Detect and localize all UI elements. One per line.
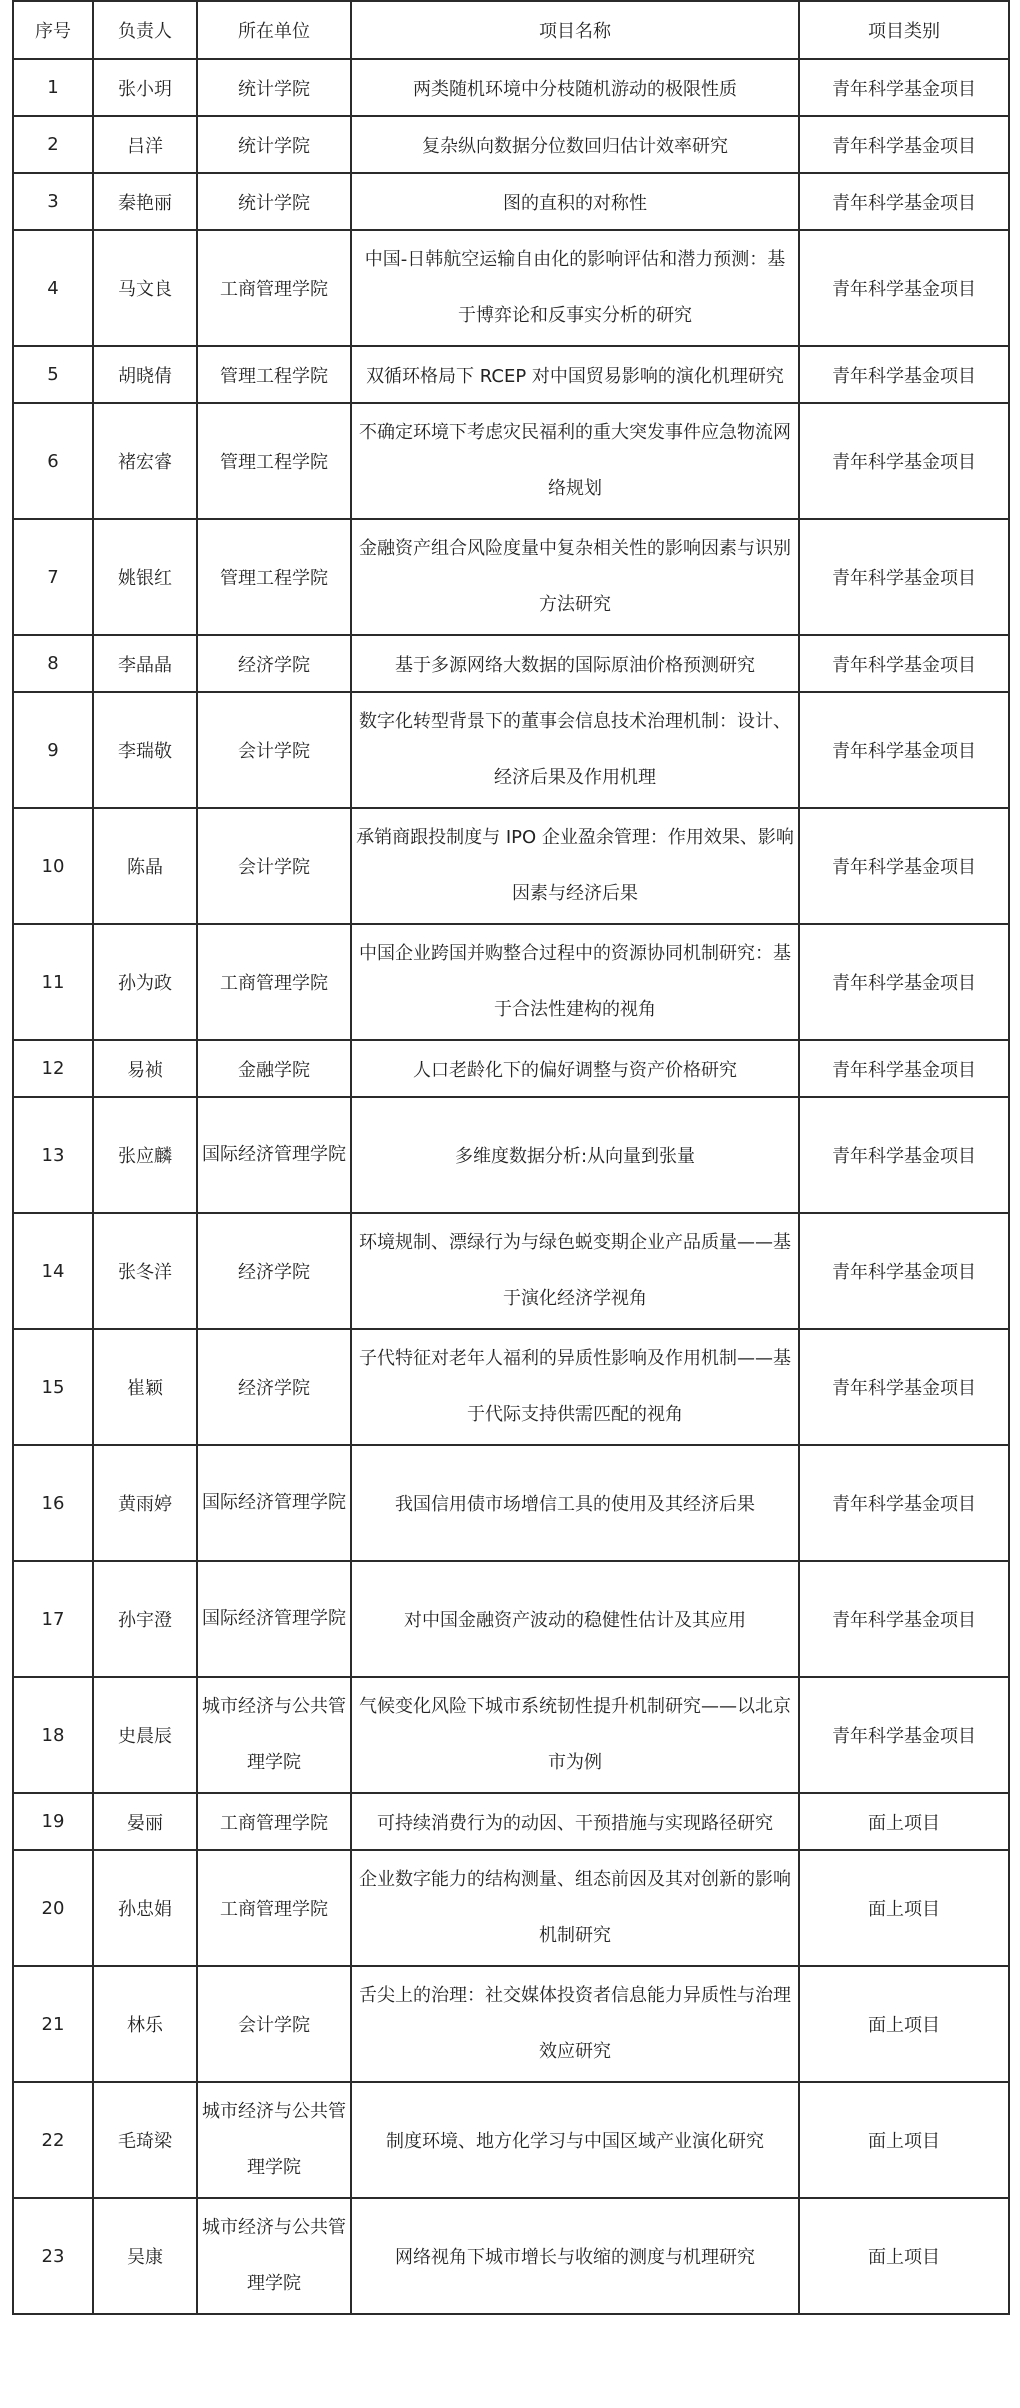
cell-unit: 统计学院 — [197, 116, 351, 173]
cell-category: 青年科学基金项目 — [799, 808, 1009, 924]
cell-leader: 史晨辰 — [93, 1677, 197, 1793]
cell-category: 青年科学基金项目 — [799, 1677, 1009, 1793]
cell-no: 22 — [13, 2082, 93, 2198]
cell-leader: 黄雨婷 — [93, 1445, 197, 1561]
cell-unit: 经济学院 — [197, 1213, 351, 1329]
cell-unit: 工商管理学院 — [197, 924, 351, 1040]
cell-title: 不确定环境下考虑灾民福利的重大突发事件应急物流网络规划 — [351, 403, 799, 519]
cell-title: 两类随机环境中分枝随机游动的极限性质 — [351, 59, 799, 116]
table-row — [13, 116, 1009, 173]
cell-title: 数字化转型背景下的董事会信息技术治理机制：设计、经济后果及作用机理 — [351, 692, 799, 808]
cell-category: 面上项目 — [799, 1966, 1009, 2082]
cell-category: 青年科学基金项目 — [799, 403, 1009, 519]
cell-no: 21 — [13, 1966, 93, 2082]
cell-title: 子代特征对老年人福利的异质性影响及作用机制——基于代际支持供需匹配的视角 — [351, 1329, 799, 1445]
cell-category: 青年科学基金项目 — [799, 1445, 1009, 1561]
cell-unit: 经济学院 — [197, 635, 351, 692]
cell-title: 人口老龄化下的偏好调整与资产价格研究 — [351, 1040, 799, 1097]
cell-title: 基于多源网络大数据的国际原油价格预测研究 — [351, 635, 799, 692]
cell-no: 15 — [13, 1329, 93, 1445]
cell-leader: 张冬洋 — [93, 1213, 197, 1329]
cell-category: 青年科学基金项目 — [799, 116, 1009, 173]
cell-title: 可持续消费行为的动因、干预措施与实现路径研究 — [351, 1793, 799, 1850]
table-row — [13, 2198, 1009, 2314]
cell-unit: 国际经济管理学院 — [197, 1445, 351, 1561]
table-row — [13, 635, 1009, 692]
header-row — [13, 1, 1009, 59]
project-table-container — [12, 0, 1008, 2315]
cell-unit: 工商管理学院 — [197, 1850, 351, 1966]
cell-no: 12 — [13, 1040, 93, 1097]
cell-no: 20 — [13, 1850, 93, 1966]
cell-no: 18 — [13, 1677, 93, 1793]
header-leader: 负责人 — [93, 1, 197, 59]
cell-title: 中国-日韩航空运输自由化的影响评估和潜力预测：基于博弈论和反事实分析的研究 — [351, 230, 799, 346]
cell-leader: 吴康 — [93, 2198, 197, 2314]
cell-no: 23 — [13, 2198, 93, 2314]
cell-category: 青年科学基金项目 — [799, 519, 1009, 635]
cell-unit: 城市经济与公共管理学院 — [197, 2082, 351, 2198]
cell-no: 6 — [13, 403, 93, 519]
cell-no: 1 — [13, 59, 93, 116]
cell-unit: 工商管理学院 — [197, 230, 351, 346]
table-row — [13, 2082, 1009, 2198]
cell-category: 青年科学基金项目 — [799, 59, 1009, 116]
cell-title: 舌尖上的治理：社交媒体投资者信息能力异质性与治理效应研究 — [351, 1966, 799, 2082]
cell-leader: 陈晶 — [93, 808, 197, 924]
cell-leader: 孙宇澄 — [93, 1561, 197, 1677]
cell-leader: 孙为政 — [93, 924, 197, 1040]
cell-leader: 张应麟 — [93, 1097, 197, 1213]
table-row — [13, 173, 1009, 230]
cell-unit: 会计学院 — [197, 692, 351, 808]
cell-unit: 会计学院 — [197, 808, 351, 924]
header-no: 序号 — [13, 1, 93, 59]
cell-title: 对中国金融资产波动的稳健性估计及其应用 — [351, 1561, 799, 1677]
cell-category: 青年科学基金项目 — [799, 924, 1009, 1040]
cell-leader: 胡晓倩 — [93, 346, 197, 403]
table-row — [13, 1561, 1009, 1677]
table-row — [13, 1329, 1009, 1445]
cell-title: 复杂纵向数据分位数回归估计效率研究 — [351, 116, 799, 173]
cell-category: 青年科学基金项目 — [799, 1213, 1009, 1329]
cell-category: 面上项目 — [799, 2082, 1009, 2198]
cell-unit: 统计学院 — [197, 59, 351, 116]
cell-unit: 国际经济管理学院 — [197, 1561, 351, 1677]
cell-category: 青年科学基金项目 — [799, 346, 1009, 403]
cell-no: 9 — [13, 692, 93, 808]
cell-category: 青年科学基金项目 — [799, 1561, 1009, 1677]
cell-no: 16 — [13, 1445, 93, 1561]
cell-title: 承销商跟投制度与 IPO 企业盈余管理：作用效果、影响因素与经济后果 — [351, 808, 799, 924]
table-row — [13, 924, 1009, 1040]
cell-leader: 褚宏睿 — [93, 403, 197, 519]
cell-unit: 金融学院 — [197, 1040, 351, 1097]
table-row — [13, 1966, 1009, 2082]
table-row — [13, 1097, 1009, 1213]
header-category: 项目类别 — [799, 1, 1009, 59]
cell-leader: 易祯 — [93, 1040, 197, 1097]
table-row — [13, 1793, 1009, 1850]
cell-leader: 孙忠娟 — [93, 1850, 197, 1966]
header-unit: 所在单位 — [197, 1, 351, 59]
table-row — [13, 519, 1009, 635]
cell-category: 面上项目 — [799, 1850, 1009, 1966]
table-row — [13, 808, 1009, 924]
cell-no: 7 — [13, 519, 93, 635]
cell-no: 4 — [13, 230, 93, 346]
header-title: 项目名称 — [351, 1, 799, 59]
cell-leader: 毛琦梁 — [93, 2082, 197, 2198]
cell-leader: 姚银红 — [93, 519, 197, 635]
table-row — [13, 1040, 1009, 1097]
cell-unit: 会计学院 — [197, 1966, 351, 2082]
cell-leader: 张小玥 — [93, 59, 197, 116]
cell-category: 面上项目 — [799, 2198, 1009, 2314]
table-row — [13, 1850, 1009, 1966]
cell-leader: 李晶晶 — [93, 635, 197, 692]
cell-title: 企业数字能力的结构测量、组态前因及其对创新的影响机制研究 — [351, 1850, 799, 1966]
project-table — [12, 0, 1010, 2315]
table-row — [13, 403, 1009, 519]
cell-no: 14 — [13, 1213, 93, 1329]
table-row — [13, 1445, 1009, 1561]
cell-title: 网络视角下城市增长与收缩的测度与机理研究 — [351, 2198, 799, 2314]
cell-no: 13 — [13, 1097, 93, 1213]
cell-unit: 工商管理学院 — [197, 1793, 351, 1850]
cell-title: 中国企业跨国并购整合过程中的资源协同机制研究：基于合法性建构的视角 — [351, 924, 799, 1040]
cell-category: 青年科学基金项目 — [799, 230, 1009, 346]
cell-title: 气候变化风险下城市系统韧性提升机制研究——以北京市为例 — [351, 1677, 799, 1793]
cell-leader: 林乐 — [93, 1966, 197, 2082]
table-row — [13, 1213, 1009, 1329]
cell-unit: 统计学院 — [197, 173, 351, 230]
cell-category: 青年科学基金项目 — [799, 1097, 1009, 1213]
cell-category: 青年科学基金项目 — [799, 1040, 1009, 1097]
cell-leader: 秦艳丽 — [93, 173, 197, 230]
cell-no: 19 — [13, 1793, 93, 1850]
cell-no: 17 — [13, 1561, 93, 1677]
cell-unit: 管理工程学院 — [197, 403, 351, 519]
cell-title: 双循环格局下 RCEP 对中国贸易影响的演化机理研究 — [351, 346, 799, 403]
cell-leader: 李瑞敬 — [93, 692, 197, 808]
cell-leader: 吕洋 — [93, 116, 197, 173]
cell-no: 3 — [13, 173, 93, 230]
cell-no: 5 — [13, 346, 93, 403]
cell-no: 10 — [13, 808, 93, 924]
cell-category: 青年科学基金项目 — [799, 692, 1009, 808]
cell-no: 2 — [13, 116, 93, 173]
cell-unit: 管理工程学院 — [197, 346, 351, 403]
cell-leader: 晏丽 — [93, 1793, 197, 1850]
table-row — [13, 230, 1009, 346]
cell-unit: 国际经济管理学院 — [197, 1097, 351, 1213]
table-row — [13, 59, 1009, 116]
cell-title: 金融资产组合风险度量中复杂相关性的影响因素与识别方法研究 — [351, 519, 799, 635]
cell-title: 环境规制、漂绿行为与绿色蜕变期企业产品质量——基于演化经济学视角 — [351, 1213, 799, 1329]
cell-unit: 城市经济与公共管理学院 — [197, 1677, 351, 1793]
cell-category: 青年科学基金项目 — [799, 1329, 1009, 1445]
table-row — [13, 692, 1009, 808]
table-row — [13, 1677, 1009, 1793]
cell-unit: 城市经济与公共管理学院 — [197, 2198, 351, 2314]
cell-category: 面上项目 — [799, 1793, 1009, 1850]
cell-title: 我国信用债市场增信工具的使用及其经济后果 — [351, 1445, 799, 1561]
cell-no: 8 — [13, 635, 93, 692]
cell-title: 多维度数据分析:从向量到张量 — [351, 1097, 799, 1213]
cell-title: 制度环境、地方化学习与中国区域产业演化研究 — [351, 2082, 799, 2198]
cell-leader: 崔颖 — [93, 1329, 197, 1445]
cell-unit: 管理工程学院 — [197, 519, 351, 635]
cell-title: 图的直积的对称性 — [351, 173, 799, 230]
cell-leader: 马文良 — [93, 230, 197, 346]
table-header — [13, 1, 1009, 59]
cell-unit: 经济学院 — [197, 1329, 351, 1445]
table-row — [13, 346, 1009, 403]
cell-category: 青年科学基金项目 — [799, 173, 1009, 230]
cell-no: 11 — [13, 924, 93, 1040]
cell-category: 青年科学基金项目 — [799, 635, 1009, 692]
table-body — [13, 59, 1009, 2314]
